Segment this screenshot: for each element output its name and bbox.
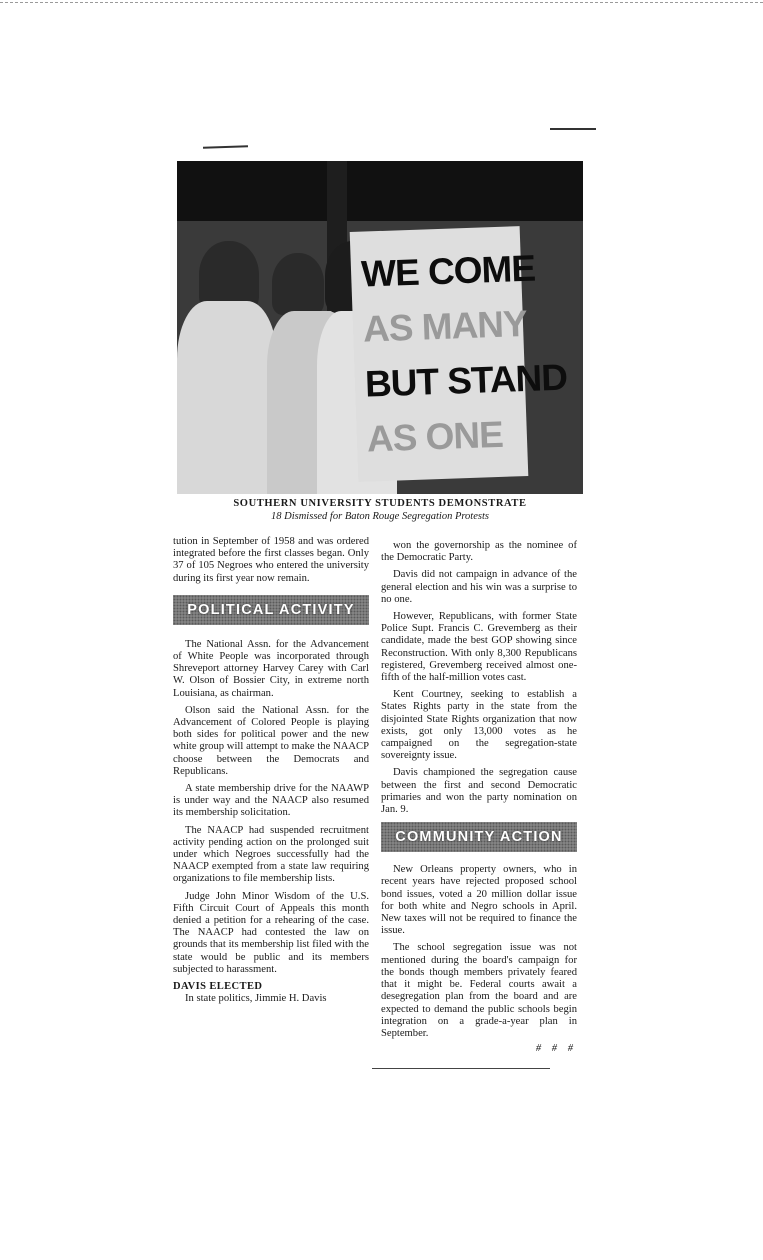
paragraph: The NAACP had suspended recruitment activity pending action on the prolonged suit under which Negroes successfully had the NAACP exempted from a state law requiring organizations to file membership lists. [173,824,369,885]
paragraph: Judge John Minor Wisdom of the U.S. Fifth Circuit Court of Appeals this month denied a petition for a rehearing of the case. The NAACP had contested the law on grounds that its membership list filed with the state would be public and its members subjected to harassment. [173,890,369,975]
paragraph: A state membership drive for the NAAWP is under way and the NAACP also resumed its membership solicitation. [173,783,369,819]
paragraph: However, Republicans, with former State Police Supt. Francis C. Grevemberg as their candidate, made the best GOP showing since Reconstruction. With only 8,300 Republicans registered, Grevemberg received almost one-fifth of the half-million votes cast. [381,611,577,684]
paragraph: Kent Courtney, seeking to establish a States Rights party in the state from the disjointed State Rights organization that now exists, got only 13,000 votes as he campaigned on the segregation-state sovereignty issue. [381,689,577,762]
pen-mark-right [550,128,596,130]
demonstration-photo [177,161,583,494]
sign-line-3: BUT STAND [364,356,568,405]
student-body-1 [177,301,277,494]
article-column-left [173,536,369,1011]
section-heading-community-action: COMMUNITY ACTION [381,822,577,852]
photo-background-dark [177,161,583,221]
paragraph: Davis did not campaign in advance of the general election and his win was a surprise to no one. [381,569,577,605]
paragraph: The National Assn. for the Advancement of White People was incorporated through Shreveport attorney Harvey Carey with Carl W. Olson of Bossier City, in extreme north Louisiana, as chairman. [173,638,369,699]
student-head-2 [272,253,324,315]
photo-caption [177,497,583,524]
end-mark: # # # [535,1043,577,1055]
subhead-davis-elected: DAVIS ELECTED [173,981,263,993]
paragraph: won the governorship as the nominee of the Democratic Party. [381,540,577,564]
paragraph: Olson said the National Assn. for the Advancement of Colored People is playing both sides for political power and the new white group will attempt to make the NAACP choose between the Democrats and Republicans. [173,704,369,777]
sign-line-1: WE COME [360,247,536,295]
pen-mark-left [203,145,248,149]
paragraph: In state politics, Jimmie H. Davis [185,993,327,1005]
protest-sign [350,226,568,482]
paragraph: The school segregation issue was not mentioned during the board's campaign for the bonds though members privately feared that it might be. Federal courts await a desegregation plan from the board and are expected to demand the public schools begin integration on a grade-a-year plan in September. [381,942,577,1039]
article-column-right [381,540,577,1055]
caption-title: SOUTHERN UNIVERSITY STUDENTS DEMONSTRATE [233,498,527,509]
section-heading-political-activity: POLITICAL ACTIVITY [173,595,369,625]
sign-line-4: AS ONE [366,413,504,460]
paragraph-intro: tution in September of 1958 and was ordered integrated before the first classes began. Only 37 of 105 Negroes who entered the university during its first year now remain. [173,536,369,584]
paragraph: New Orleans property owners, who in recent years have rejected proposed school bond issues, voted a 20 million dollar issue for both white and Negro schools in April. New taxes will not be required to finance the issue. [381,864,577,937]
closing-rule [372,1068,550,1069]
caption-subtitle: 18 Dismissed for Baton Rouge Segregation Protests [271,511,489,522]
sign-line-2: AS MANY [362,302,528,350]
paragraph: Davis championed the segregation cause between the first and second Democratic primaries and won the party nomination on Jan. 9. [381,767,577,816]
page-top-dashed-edge [0,2,763,3]
